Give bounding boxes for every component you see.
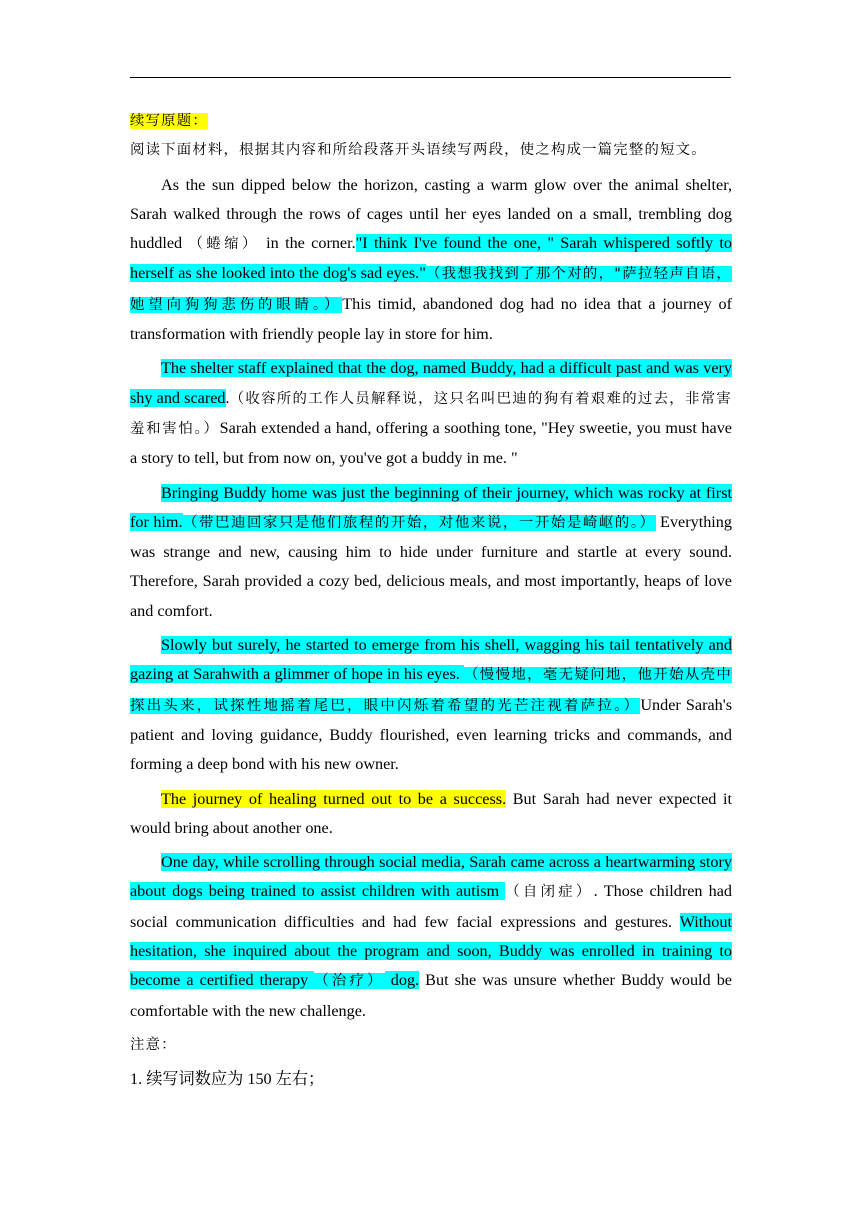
p5-highlight-en: The journey of healing turned out to be a success. — [161, 789, 507, 808]
p3-text-c: Everything was strange and new, causing him to hide under furniture and startle at every sound. Therefore, Sarah provided a cozy bed, delicious meals, and most importantly, heaps of love and comfort. — [130, 512, 732, 620]
paragraph-2 — [130, 354, 732, 473]
p6-text-g: But she was unsure whether Buddy would be comfortable with the new challenge. — [130, 971, 732, 1020]
p1-highlight-cn: （我想我找到了那个对的，"萨拉轻声自语，她望向狗狗悲伤的眼睛。） — [130, 266, 732, 313]
p3-highlight-cn: （带巴迪回家只是他们旅程的开始，对他来说，一开始是崎岖的。） — [182, 514, 656, 531]
header-rule — [130, 77, 731, 78]
p2-text-d: Sarah extended a hand, offering a soothing tone, "Hey sweetie, you must have a story to tell, but from now on, you've got a buddy in me. " — [130, 418, 732, 468]
p1-cn-note: （蜷缩） — [188, 236, 260, 253]
paragraph-6 — [130, 848, 732, 1026]
paragraph-5 — [130, 785, 732, 844]
document-body — [130, 106, 732, 1095]
title-text: 续写原题： — [130, 113, 208, 129]
p2-highlight-en: The shelter staff explained that the dog, named Buddy, had a difficult past and was very shy and scared — [130, 359, 732, 407]
p6-highlight-en-2: Without hesitation, she inquired about the program and soon, Buddy was enrolled in training to become a certified therapy — [130, 912, 732, 990]
p1-text-f: This timid, abandoned dog had no idea that a journey of transformation with friendly people lay in store for him. — [130, 294, 732, 344]
p6-highlight-en-1: One day, while scrolling through social media, Sarah came across a heartwarming story about dogs being trained to assist children with autism — [130, 853, 732, 901]
original-title — [130, 106, 732, 136]
paragraph-4 — [130, 631, 732, 779]
instruction-text: 阅读下面材料，根据其内容和所给段落开头语续写两段，使之构成一篇完整的短文。 — [130, 142, 707, 159]
p6-text-c: . Those children had social communication difficulties and had few facial expressions and gestures. — [130, 882, 732, 931]
p5-text-b: But Sarah had never expected it would bring about another one. — [130, 789, 732, 837]
p6-cn-note-2: （治疗） — [314, 973, 385, 990]
p4-highlight-en: Slowly but surely, he started to emerge from his shell, wagging his tail tentatively and gazing at Sarahwith a glimmer of hope in his eyes. — [130, 636, 732, 684]
paragraph-3 — [130, 479, 732, 626]
p3-highlight-en: Bringing Buddy home was just the beginning of their journey, which was rocky at first for him. — [130, 483, 732, 531]
notes-heading: 注意： — [130, 1036, 177, 1053]
p6-highlight-en-3: dog. — [384, 971, 420, 990]
p6-cn-note-1: （自闭症） — [505, 884, 594, 901]
p1-text-c: in the corner. — [259, 234, 356, 253]
p2-cn-note: （收容所的工作人员解释说，这只名叫巴迪的狗有着艰难的过去，非常害羞和害怕。） — [130, 390, 732, 437]
p4-highlight-cn: （慢慢地，毫无疑问地，他开始从壳中探出头来，试探性地摇着尾巴，眼中闪烁着希望的光芒注视着萨拉。） — [130, 667, 732, 714]
paragraph-1 — [130, 171, 732, 350]
p4-text-c: Under Sarah's patient and loving guidance, Buddy flourished, even learning tricks and commands, and forming a deep bond with his new owner. — [130, 695, 732, 774]
p1-highlight-en: "I think I've found the one, " Sarah whispered softly to herself as she looked into the dog's sad eyes." — [130, 234, 732, 283]
p1-text-a: As the sun dipped below the horizon, casting a warm glow over the animal shelter, Sarah walked through the rows of cages until her eyes landed on a small, trembling dog huddled — [130, 175, 732, 253]
notes-item-1: 1. 续写词数应为 150 左右； — [130, 1070, 325, 1089]
p2-period: . — [225, 388, 230, 407]
